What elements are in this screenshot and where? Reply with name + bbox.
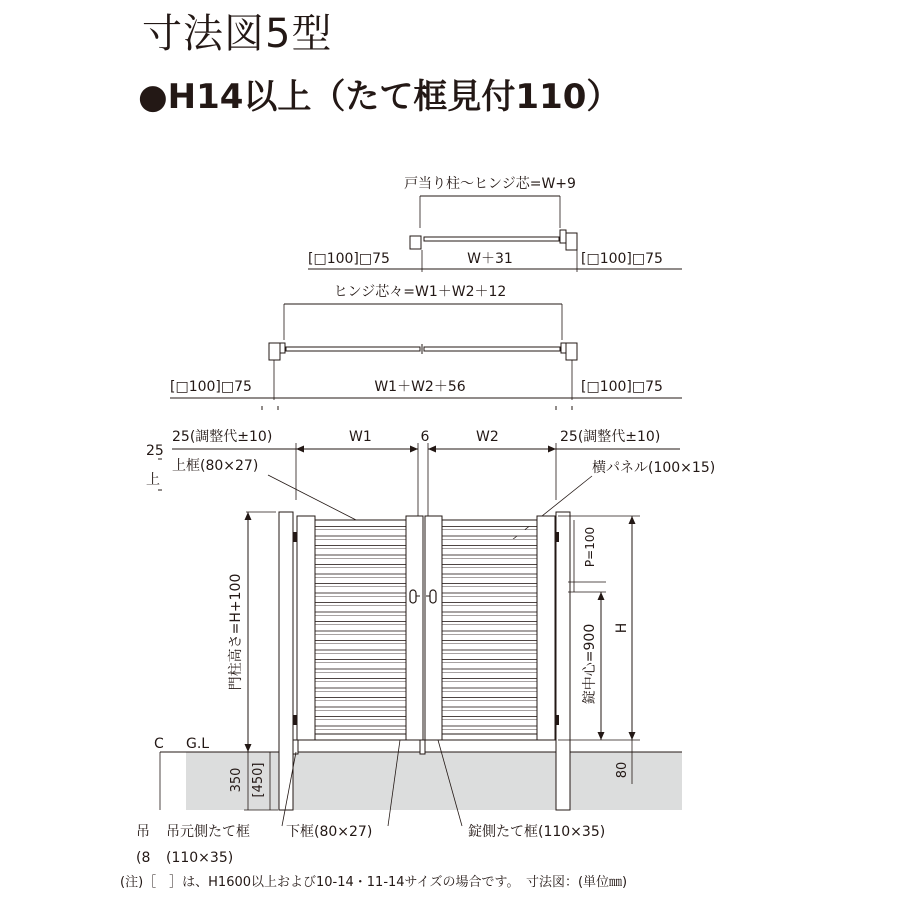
hinge-post — [279, 512, 293, 810]
bottom-frame-label: 下框(80×27) — [286, 824, 373, 840]
hinge-stile-label: 吊元側たて框 — [166, 824, 250, 840]
w1-dimension: W1 — [349, 429, 372, 445]
footnote: (注)［ ］は、H1600以上および10-14・11-14サイズの場合です。 寸法図：(単位㎜) — [120, 875, 628, 890]
left-lock-stile — [406, 516, 423, 740]
hinge-icon — [293, 532, 297, 542]
right-hinge-stile — [537, 516, 555, 740]
stop-post — [556, 512, 570, 810]
lock-stile-label: 錠側たて框(110×35) — [468, 824, 606, 840]
horizontal-panel-label: 横パネル(100×15) — [592, 460, 716, 476]
lock-center-dimension: 錠中心=900 — [582, 623, 598, 705]
post-height-dimension: 門柱高さ=H+100 — [228, 573, 244, 691]
left-leaf-plan — [286, 347, 420, 351]
right-leaf-plan — [424, 347, 560, 351]
section-subtitle: ●H14以上（たて框見付110） — [138, 77, 621, 117]
embed-depth-alt-dimension: [450] — [251, 762, 266, 798]
post-left-plan — [410, 236, 421, 249]
left-gate-leaf — [297, 516, 423, 740]
clipped-label: C — [154, 736, 164, 752]
handle-icon — [430, 590, 436, 603]
embed-depth-dimension: 350 — [229, 767, 244, 793]
right-slat-panel — [442, 520, 537, 734]
gate-leaf-plan — [424, 237, 559, 241]
top-frame-label: 上框(80×27) — [172, 458, 259, 474]
clipped-label: 上 — [146, 472, 160, 488]
width-dimension: W＋31 — [467, 251, 513, 267]
left-bottom-frame — [315, 734, 406, 740]
hinge-to-stop-dimension: 戸当り柱～ヒンジ芯=W+9 — [404, 176, 576, 192]
height-dimension: H — [614, 622, 630, 634]
clipped-label: 吊 — [136, 824, 150, 840]
right-bottom-frame — [442, 734, 537, 740]
post-size-label: [□100]□75 — [581, 379, 663, 395]
plan-view-double — [170, 283, 682, 410]
hinge-center-dimension: ヒンジ芯々=W1＋W2＋12 — [333, 284, 507, 300]
gap-dimension: 6 — [420, 429, 430, 445]
hinge-icon — [555, 715, 559, 725]
plan-view-single — [308, 175, 682, 272]
w2-dimension: W2 — [476, 429, 499, 445]
clipped-label: 25 — [146, 443, 164, 459]
pitch-dimension: P=100 — [583, 526, 597, 568]
handle-icon — [410, 590, 416, 603]
adjust-margin-left: 25(調整代±10) — [172, 429, 273, 445]
width-dimension: W1＋W2＋56 — [374, 379, 466, 395]
adjust-margin-right: 25(調整代±10) — [560, 429, 661, 445]
right-lock-stile — [425, 516, 442, 740]
hinge-icon — [555, 532, 559, 542]
right-gate-leaf — [425, 516, 555, 740]
post-right-plan — [566, 233, 577, 250]
post-size-label: [□100]□75 — [170, 379, 252, 395]
left-slat-panel — [315, 520, 406, 734]
ground-clearance-dimension: 80 — [615, 761, 630, 779]
clipped-label: (8 — [136, 850, 151, 866]
hinge-icon — [293, 715, 297, 725]
page-title: 寸法図5型 — [142, 11, 333, 57]
post-size-label: [□100]□75 — [308, 251, 390, 267]
post-size-label: [□100]□75 — [581, 251, 663, 267]
ground-level-label: G.L — [186, 736, 210, 752]
left-hinge-stile — [297, 516, 315, 740]
hinge-stile-size: (110×35) — [166, 850, 234, 866]
